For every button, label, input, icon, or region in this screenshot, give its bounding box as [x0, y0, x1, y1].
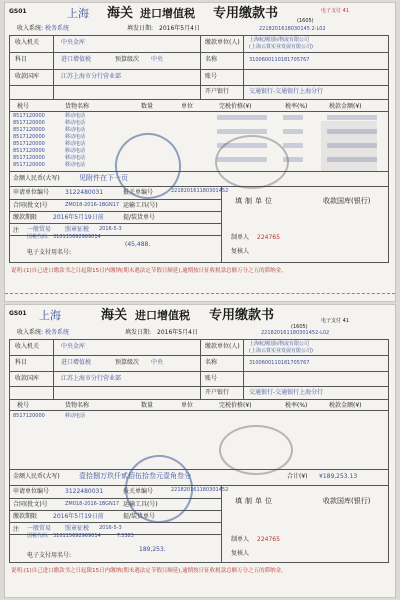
col-tax-rate: 税率(%) — [285, 103, 308, 110]
title-payment-book: 专用缴款书 — [213, 6, 279, 21]
goods-name: 移动电话 — [65, 162, 86, 168]
revenue-office-label: 收入机关 — [15, 343, 40, 350]
total-amount: 189,253. — [139, 546, 166, 553]
contract-value: ZM018-2016-1BGN17 — [65, 501, 120, 507]
budget-level-label: 预算级次 — [115, 56, 140, 63]
sub-code: (1605) — [297, 18, 314, 24]
deadline-label: 缴款期限 — [13, 513, 38, 520]
tax-number: 8517120000 — [13, 141, 45, 147]
divider — [9, 171, 389, 172]
receiving-system-label: 收入系统: — [17, 25, 44, 32]
declaration-no-label: 申请单位编号 — [13, 189, 50, 196]
divider — [53, 35, 54, 99]
treasury-label: 收款国库 — [15, 73, 40, 80]
divider — [201, 69, 389, 70]
contract-label: 合同(批文)号 — [13, 202, 48, 209]
divider — [243, 35, 244, 99]
divider — [9, 69, 200, 70]
note-tax-code: 310115692969014 — [53, 234, 101, 240]
declaration-no-label: 申请单位编号 — [13, 488, 50, 495]
receiving-system-value: 税务系统 — [45, 329, 70, 336]
deadline-label: 缴款期限 — [13, 214, 38, 221]
customs-form-label: 报关单编号 — [123, 189, 154, 196]
account-value: 3100600110181705767 — [249, 360, 310, 366]
divider — [9, 52, 200, 53]
revenue-office-label: 收入机关 — [15, 39, 40, 46]
reviewer-label: 复核人 — [231, 248, 250, 255]
bank-value: 交通银行-交通银行上海分行 — [249, 88, 324, 95]
tax-number: 8517120000 — [13, 113, 45, 119]
divider — [200, 35, 201, 99]
deadline-value: 2016年5月19日前 — [53, 513, 104, 520]
note-levy: 照章征税 — [65, 226, 90, 233]
sub-code: (1605) — [291, 324, 308, 330]
subject-label: 科目 — [15, 359, 28, 366]
corner-note: 电子支付 41 — [321, 8, 349, 14]
note-date: 2016-5-3 — [99, 226, 122, 232]
divider — [53, 339, 54, 399]
goods-name: 移动电话 — [65, 127, 86, 133]
corner-note: 电子支付 41 — [321, 318, 349, 324]
goods-name: 移动电话 — [65, 134, 86, 140]
divider — [221, 485, 222, 563]
ink-smudge — [321, 121, 377, 171]
divider — [201, 85, 389, 86]
payment-form-top — [4, 2, 396, 302]
divider — [201, 386, 389, 387]
bank-stamp — [215, 135, 289, 189]
deadline-value: 2016年5月19日前 — [53, 214, 104, 221]
amount-words-value: 见附件在下一页 — [79, 174, 128, 182]
revenue-office-value: 中央金库 — [61, 39, 86, 46]
budget-level-value: 中央 — [151, 359, 164, 366]
title-tax-type: 进口增值税 — [140, 7, 195, 20]
subject-value: 进口增值税 — [61, 359, 92, 366]
divider — [9, 99, 389, 100]
total-amount: (45,488. — [125, 241, 151, 248]
divider — [9, 355, 200, 356]
title-payment-book: 专用缴款书 — [209, 308, 275, 323]
budget-level-value: 中央 — [151, 56, 164, 63]
payer-name: 上海航测国际物流有限公司 — [249, 341, 310, 347]
payment-form-bottom — [4, 304, 396, 598]
total-label: 合计(¥) — [287, 473, 308, 480]
note-tax-code-label: 国税代码: — [27, 234, 49, 240]
bank-stamp — [219, 425, 293, 475]
note-tax-code: 310115692969014 — [53, 533, 101, 539]
receiving-system-label: 收入系统: — [17, 329, 44, 336]
title-customs: 海关 — [107, 6, 134, 21]
divider — [9, 485, 389, 486]
total-value: ¥189,253.13 — [319, 473, 358, 480]
customs-form-label: 报关单编号 — [123, 488, 154, 495]
declaration-no-value: 3122480031 — [65, 488, 104, 495]
divider — [9, 85, 200, 86]
account-label: 账号 — [205, 73, 218, 80]
treasury-value: 江苏上海市分行营业部 — [61, 375, 122, 382]
amount-words-label: 金额人民币(大写) — [13, 473, 60, 480]
payer-name-alt: (上海云算实业发展有限公司) — [249, 44, 313, 50]
divider — [9, 211, 221, 212]
barcode-number: 221820161180301452-L02 — [261, 330, 330, 336]
bill-of-lading-label: 提/装货单号 — [123, 513, 156, 520]
tear-line — [5, 293, 395, 294]
tax-number: 8517120000 — [13, 127, 45, 133]
note-trade: 一般贸易 — [27, 525, 52, 532]
reviewer-label: 复核人 — [231, 550, 250, 557]
divider — [201, 355, 389, 356]
col-dutiable-price: 完税价格(¥) — [219, 402, 252, 409]
tax-number: 8517120000 — [13, 162, 45, 168]
bank-value: 交通银行-交通银行上海分行 — [249, 389, 324, 396]
barcode-number: 2218201618030145 2-L02 — [259, 26, 326, 32]
goods-name: 移动电话 — [65, 120, 86, 126]
col-goods-name: 货物名称 — [65, 402, 90, 409]
transport-label: 运输工具(号) — [123, 501, 158, 508]
col-unit: 单位 — [181, 402, 194, 409]
fill-unit-label: 填制单位 — [235, 497, 275, 505]
preparer-label: 制单人 — [231, 536, 250, 543]
note-levy: 照章征税 — [65, 525, 90, 532]
col-tax-number: 税号 — [17, 103, 30, 110]
fill-date-value: 2016年5月4日 — [159, 25, 200, 32]
note-label: 注 — [13, 227, 20, 234]
e-payment-label: 电子支付用名号: — [27, 249, 72, 256]
fill-unit-label: 填制单位 — [235, 197, 275, 205]
divider — [9, 186, 389, 187]
goods-name: 移动电话 — [65, 413, 86, 419]
declaration-no-value: 3122480031 — [65, 189, 104, 196]
divider — [243, 339, 244, 399]
customs-form-value: 221820161180301452 — [171, 188, 229, 194]
col-goods-name: 货物名称 — [65, 103, 90, 110]
bank-label: 开户银行 — [205, 389, 230, 396]
receiving-system-value: 税务系统 — [45, 25, 70, 32]
divider — [221, 186, 222, 263]
bank-label: 开户银行 — [205, 88, 230, 95]
form-code: GS01 — [9, 310, 27, 317]
col-tax-amount: 税款金额(¥) — [329, 103, 362, 110]
note-date: 2016-5-3 — [99, 525, 122, 531]
col-tax-rate: 税率(%) — [285, 402, 308, 409]
col-tax-number: 税号 — [17, 402, 30, 409]
bill-of-lading-label: 提/装货单号 — [123, 214, 156, 221]
payer-unit-label: 缴款单位(人) — [205, 343, 240, 350]
col-quantity: 数量 — [141, 103, 154, 110]
customs-form-value: 221820161180301452 — [171, 487, 229, 493]
divider — [9, 522, 221, 523]
account-value: 3100600110181705767 — [249, 57, 310, 63]
tax-number: 8517120000 — [13, 148, 45, 154]
treasury-bank-label: 收款国库(银行) — [323, 197, 371, 205]
goods-name: 移动电话 — [65, 141, 86, 147]
preparer-value: 224765 — [257, 234, 280, 241]
budget-level-label: 预算级次 — [115, 359, 140, 366]
footer-note: 说明:(1)自己进口缴款书之日起限15日内缴纳(期末遇法定节假日顺延),逾期按日征收税款总额万分之五的滞纳金。 — [11, 568, 287, 574]
goods-name: 移动电话 — [65, 155, 86, 161]
divider — [200, 339, 201, 399]
note-trade: 一般贸易 — [27, 226, 52, 233]
account-label: 账号 — [205, 375, 218, 382]
col-dutiable-price: 完税价格(¥) — [219, 103, 252, 110]
city-name: 上海 — [39, 309, 61, 322]
divider — [9, 386, 200, 387]
form-code: GS01 — [9, 8, 27, 15]
amount-words-value: 壹拾捌万玖仟贰佰伍拾叁元壹角叁分 — [79, 472, 191, 480]
fill-date-value: 2016年5月4日 — [157, 329, 198, 336]
revenue-office-value: 中央金库 — [61, 343, 86, 350]
payer-name-label: 名称 — [205, 359, 218, 366]
col-quantity: 数量 — [141, 402, 154, 409]
divider — [9, 410, 389, 411]
note-tax-code-label: 国税代码: — [27, 533, 49, 539]
contract-label: 合同(批文)号 — [13, 501, 48, 508]
amount-words-label: 金额人民币(大写) — [13, 175, 60, 182]
treasury-bank-label: 收款国库(银行) — [323, 497, 371, 505]
tax-number: 8517120000 — [13, 134, 45, 140]
treasury-label: 收款国库 — [15, 375, 40, 382]
fill-date-label: 填发日期: — [127, 25, 154, 32]
title-tax-type: 进口增值税 — [135, 309, 190, 322]
payer-name: 上海航测国际物流有限公司 — [249, 37, 310, 43]
payer-unit-label: 缴款单位(人) — [205, 39, 240, 46]
fill-date-label: 填发日期: — [125, 329, 152, 336]
divider — [9, 111, 389, 112]
e-payment-label: 电子支付用名号: — [27, 552, 72, 559]
divider — [9, 199, 221, 200]
footer-note: 说明:(1)自己进口缴款书之日起限15日内缴纳(期末遇法定节假日顺延),逾期按日征收税款总额万分之五的滞纳金。 — [11, 268, 287, 274]
divider — [9, 223, 221, 224]
contract-value: ZM018-2016-1BGN17 — [65, 202, 120, 208]
note-extra: T.3383 — [117, 533, 134, 539]
tax-number: 8517120000 — [13, 120, 45, 126]
subject-label: 科目 — [15, 56, 28, 63]
divider — [201, 371, 389, 372]
preparer-label: 制单人 — [231, 234, 250, 241]
city-name: 上海 — [67, 7, 89, 20]
transport-label: 运输工具(号) — [123, 202, 158, 209]
divider — [9, 399, 389, 400]
subject-value: 进口增值税 — [61, 56, 92, 63]
goods-name: 移动电话 — [65, 148, 86, 154]
title-customs: 海关 — [101, 308, 128, 323]
divider — [9, 469, 389, 470]
divider — [9, 510, 221, 511]
divider — [9, 371, 200, 372]
payer-name-label: 名称 — [205, 56, 218, 63]
tax-number: 8517120000 — [13, 155, 45, 161]
payer-name-alt: (上海云算实业发展有限公司) — [249, 348, 313, 354]
treasury-value: 江苏上海市分行营业部 — [61, 73, 122, 80]
col-tax-amount: 税款金额(¥) — [329, 402, 362, 409]
preparer-value: 224765 — [257, 536, 280, 543]
note-label: 注 — [13, 526, 20, 533]
tax-number: 8517120000 — [13, 413, 45, 419]
goods-name: 移动电话 — [65, 113, 86, 119]
col-unit: 单位 — [181, 103, 194, 110]
divider — [201, 52, 389, 53]
